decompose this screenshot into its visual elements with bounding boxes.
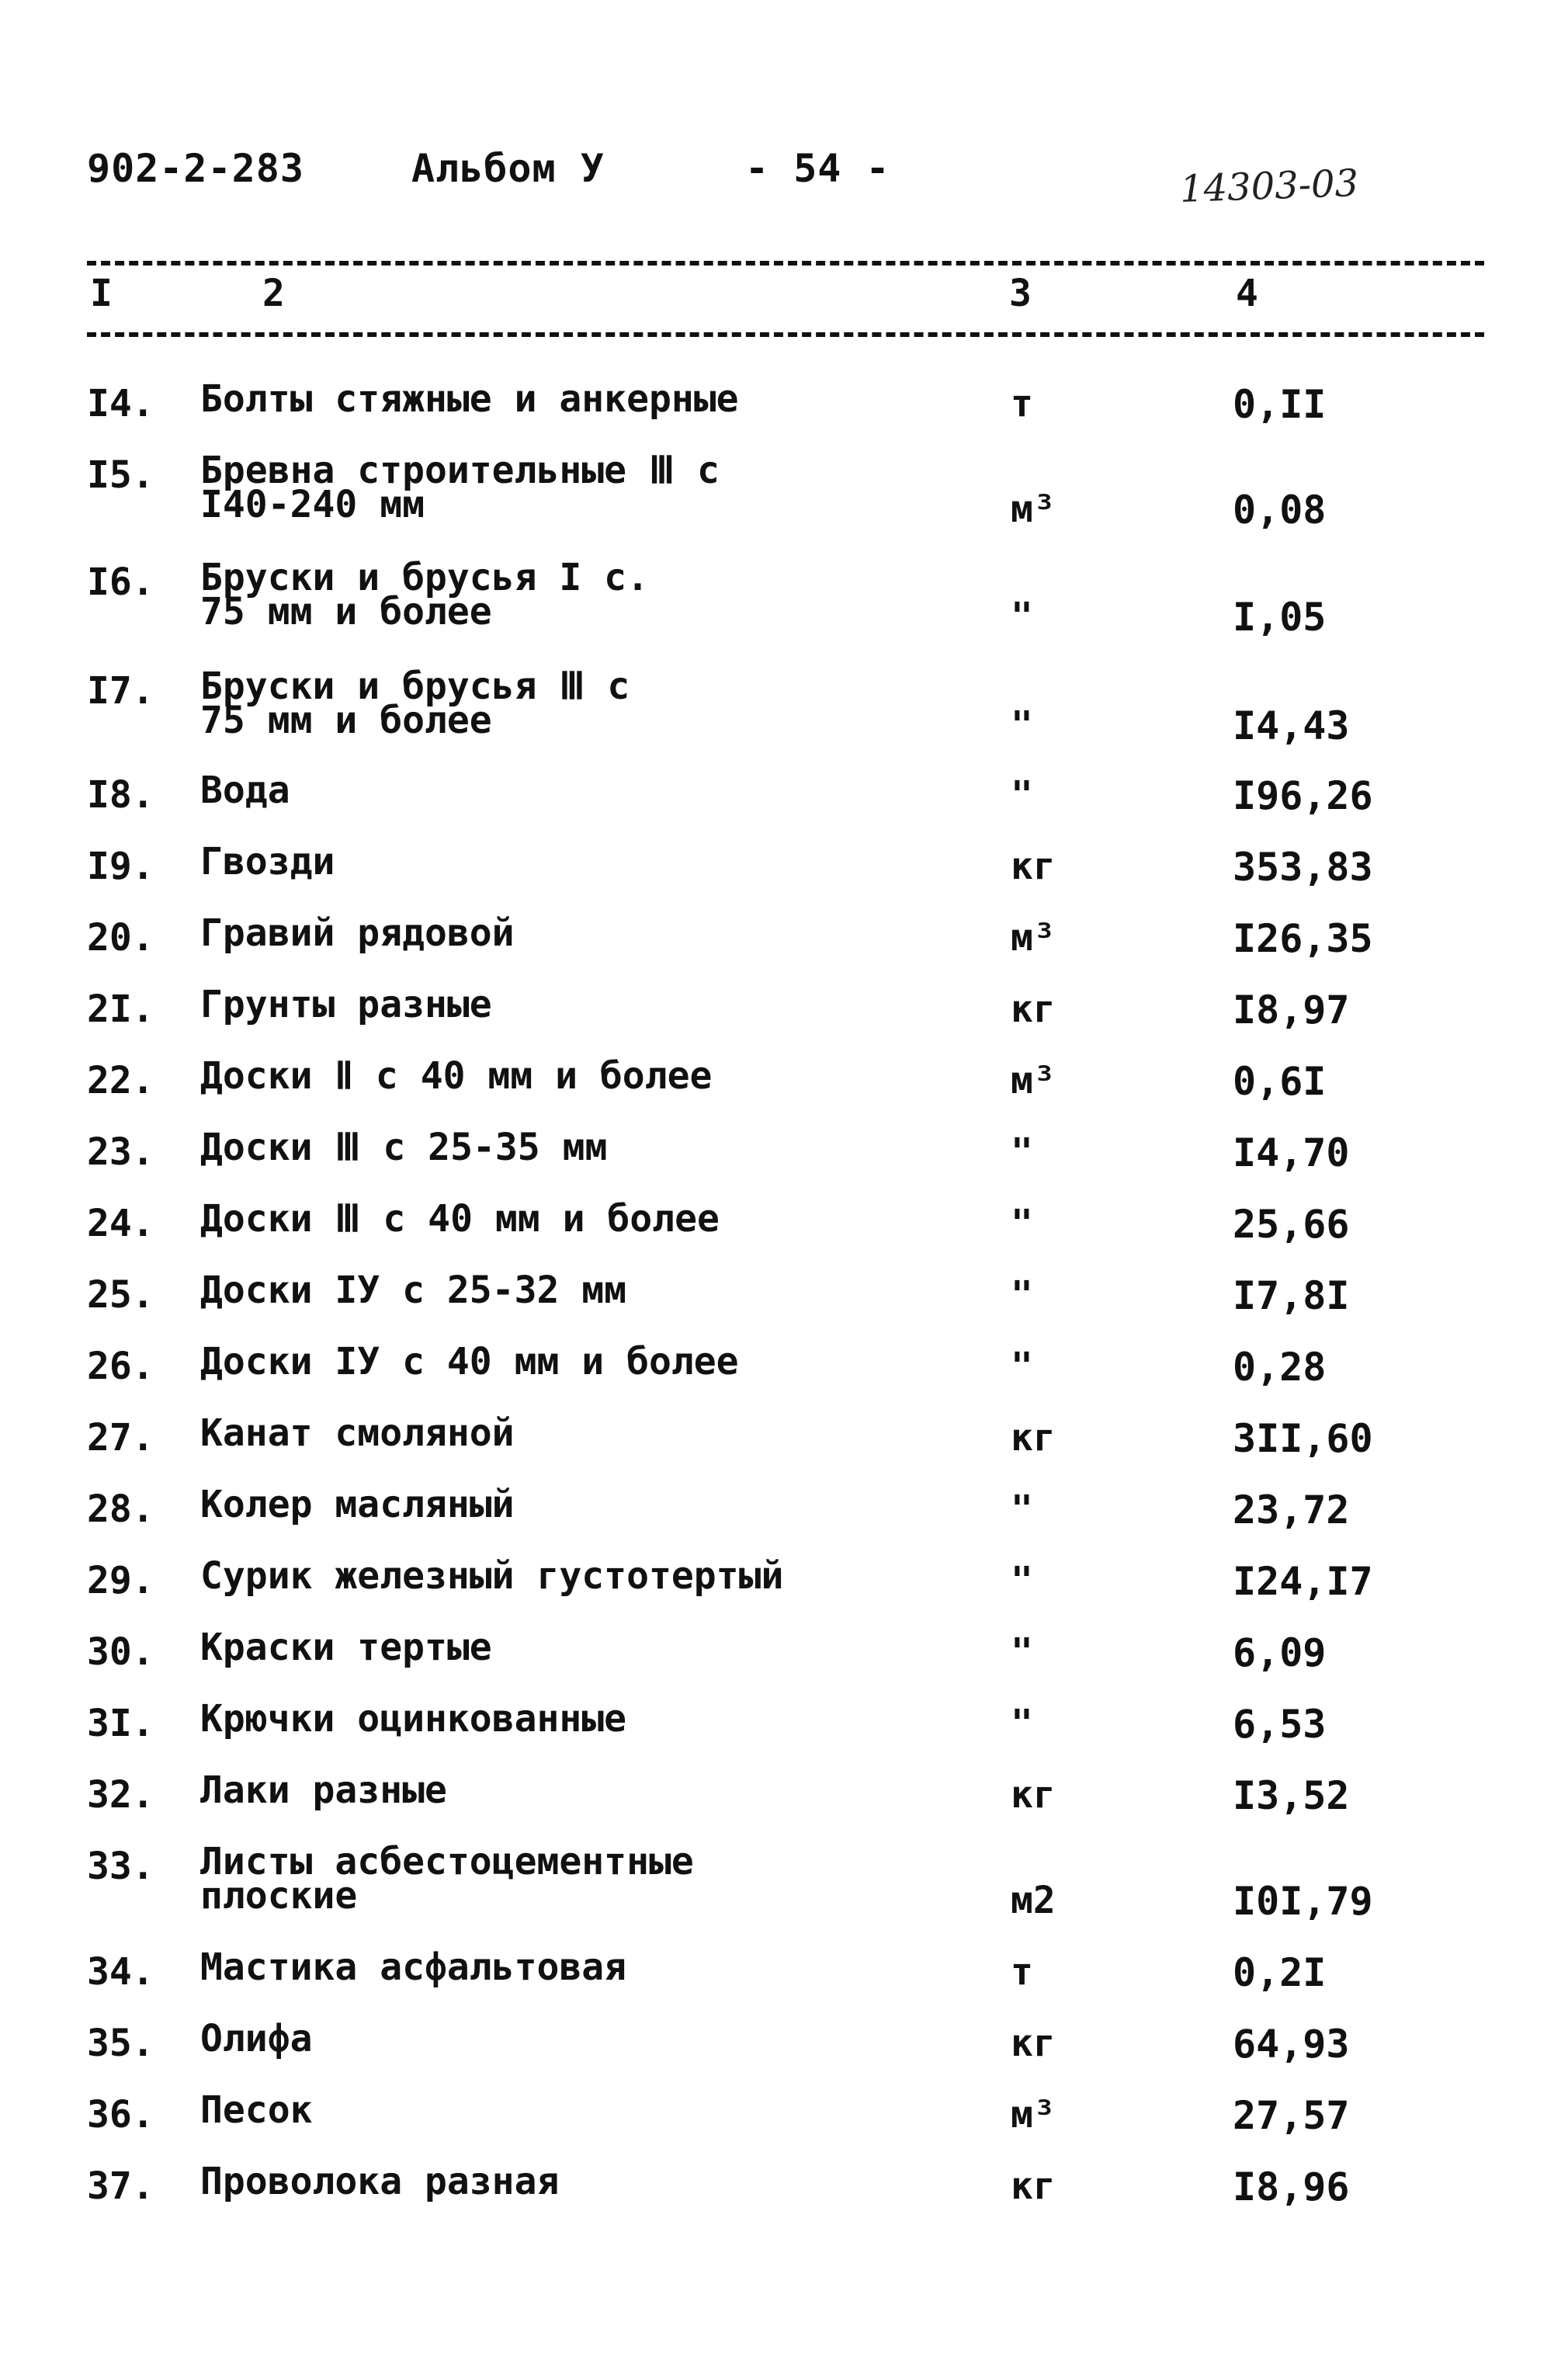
quantity: 0,6I	[1233, 1059, 1327, 1104]
material-name: Бруски и брусья Ⅲ с 75 мм и более	[200, 665, 630, 742]
unit: кг	[1011, 2022, 1056, 2065]
quantity: I7,8I	[1233, 1273, 1350, 1318]
row-number: 22.	[87, 1059, 154, 1102]
quantity: 0,II	[1233, 382, 1327, 427]
material-name: Доски Ⅲ с 25-35 мм	[200, 1126, 608, 1169]
material-name: Сурик железный густотертый	[200, 1554, 784, 1598]
material-name: Бревна строительные Ⅲ с I40-240 мм	[200, 449, 720, 526]
unit: "	[1011, 703, 1033, 747]
table-row	[0, 1483, 1568, 1557]
quantity: I24,I7	[1233, 1559, 1373, 1604]
row-number: 30.	[87, 1630, 154, 1674]
quantity: 3II,60	[1233, 1416, 1373, 1461]
unit: "	[1011, 1630, 1033, 1674]
table-row	[0, 1411, 1568, 1486]
table-row	[0, 2160, 1568, 2234]
table-row	[0, 1840, 1568, 1924]
table-row	[0, 911, 1568, 986]
column-header-2: 2	[262, 272, 285, 315]
unit: "	[1011, 1345, 1033, 1388]
table-row	[0, 556, 1568, 640]
row-number: 27.	[87, 1416, 154, 1460]
table-header-rule	[87, 332, 1484, 337]
table-top-rule	[87, 261, 1484, 266]
table-row	[0, 665, 1568, 748]
quantity: I8,96	[1233, 2164, 1350, 2209]
table-row	[0, 1626, 1568, 1700]
unit: кг	[1011, 845, 1056, 888]
material-name: Вода	[200, 769, 290, 812]
material-name: Песок	[200, 2088, 313, 2132]
unit: т	[1011, 382, 1033, 425]
document-code: 902-2-283	[87, 146, 304, 191]
row-number: 37.	[87, 2164, 154, 2208]
unit: кг	[1011, 1773, 1056, 1817]
row-number: 3I.	[87, 1702, 154, 1745]
row-number: I4.	[87, 382, 154, 425]
unit: "	[1011, 1202, 1033, 1245]
quantity: 0,2I	[1233, 1950, 1327, 1995]
quantity: I8,97	[1233, 988, 1350, 1033]
unit: м³	[1011, 916, 1056, 960]
table-row	[0, 1269, 1568, 1343]
material-name: Бруски и брусья I с. 75 мм и более	[200, 556, 649, 634]
quantity: 6,09	[1233, 1630, 1327, 1675]
unit: "	[1011, 1273, 1033, 1317]
material-name: Доски IУ с 40 мм и более	[200, 1340, 739, 1383]
quantity: I26,35	[1233, 916, 1373, 961]
table-row	[0, 1946, 1568, 2020]
material-name: Гравий рядовой	[200, 911, 515, 955]
table-row	[0, 2088, 1568, 2163]
unit: м³	[1011, 2093, 1056, 2137]
row-number: 36.	[87, 2093, 154, 2137]
quantity: I4,43	[1233, 703, 1350, 748]
table-row	[0, 983, 1568, 1057]
table-row	[0, 1769, 1568, 1843]
column-header-3: 3	[1009, 272, 1032, 315]
material-name: Грунты разные	[200, 983, 492, 1026]
material-name: Лаки разные	[200, 1769, 447, 1812]
quantity: 64,93	[1233, 2022, 1350, 2067]
row-number: 34.	[87, 1950, 154, 1994]
table-row	[0, 1340, 1568, 1415]
unit: "	[1011, 1559, 1033, 1602]
row-number: 32.	[87, 1773, 154, 1817]
material-name: Листы асбестоцементные плоские	[200, 1840, 694, 1918]
material-name: Канат смоляной	[200, 1411, 515, 1455]
quantity: 353,83	[1233, 845, 1373, 890]
row-number: 2I.	[87, 988, 154, 1031]
quantity: I0I,79	[1233, 1879, 1373, 1924]
column-header-4: 4	[1236, 272, 1258, 315]
row-number: I8.	[87, 773, 154, 817]
table-row	[0, 2017, 1568, 2091]
row-number: 26.	[87, 1345, 154, 1388]
handwritten-number: 14303-03	[1179, 161, 1359, 211]
table-row	[0, 1554, 1568, 1629]
quantity: 0,08	[1233, 488, 1327, 533]
material-name: Краски тертые	[200, 1626, 492, 1669]
unit: т	[1011, 1950, 1033, 1994]
table-row	[0, 1054, 1568, 1129]
row-number: 28.	[87, 1487, 154, 1531]
unit: м2	[1011, 1879, 1056, 1922]
unit: "	[1011, 1702, 1033, 1745]
unit: "	[1011, 773, 1033, 817]
material-name: Гвозди	[200, 840, 335, 883]
row-number: 25.	[87, 1273, 154, 1317]
column-header-1: I	[90, 272, 113, 315]
material-name: Олифа	[200, 2017, 313, 2060]
unit: "	[1011, 1130, 1033, 1174]
row-number: I9.	[87, 845, 154, 888]
material-name: Болты стяжные и анкерные	[200, 377, 739, 421]
quantity: 0,28	[1233, 1345, 1327, 1390]
material-name: Доски Ⅱ с 40 мм и более	[200, 1054, 713, 1098]
row-number: 35.	[87, 2022, 154, 2065]
unit: кг	[1011, 2164, 1056, 2208]
quantity: I4,70	[1233, 1130, 1350, 1175]
quantity: 6,53	[1233, 1702, 1327, 1747]
table-row	[0, 769, 1568, 843]
table-row	[0, 1126, 1568, 1200]
page-number: - 54 -	[745, 146, 890, 191]
quantity: 27,57	[1233, 2093, 1350, 2138]
quantity: I96,26	[1233, 773, 1373, 818]
unit: "	[1011, 595, 1033, 638]
unit: "	[1011, 1487, 1033, 1531]
row-number: 33.	[87, 1845, 154, 1888]
quantity: 23,72	[1233, 1487, 1350, 1533]
row-number: 20.	[87, 916, 154, 960]
table-row	[0, 377, 1568, 452]
material-name: Доски Ⅲ с 40 мм и более	[200, 1197, 720, 1241]
unit: кг	[1011, 988, 1056, 1031]
quantity: 25,66	[1233, 1202, 1350, 1247]
material-name: Колер масляный	[200, 1483, 515, 1526]
table-row	[0, 449, 1568, 533]
row-number: 24.	[87, 1202, 154, 1245]
row-number: 23.	[87, 1130, 154, 1174]
table-row	[0, 1197, 1568, 1272]
album-label: Альбом У	[411, 146, 605, 191]
material-name: Проволока разная	[200, 2160, 560, 2203]
table-row	[0, 1697, 1568, 1772]
unit: кг	[1011, 1416, 1056, 1460]
quantity: I3,52	[1233, 1773, 1350, 1818]
row-number: I5.	[87, 453, 154, 497]
unit: м³	[1011, 488, 1056, 531]
row-number: I7.	[87, 669, 154, 713]
material-name: Мастика асфальтовая	[200, 1946, 627, 1989]
row-number: I6.	[87, 561, 154, 604]
material-name: Доски IУ с 25-32 мм	[200, 1269, 627, 1312]
material-name: Крючки оцинкованные	[200, 1697, 627, 1741]
unit: м³	[1011, 1059, 1056, 1102]
table-row	[0, 840, 1568, 915]
quantity: I,05	[1233, 595, 1327, 640]
row-number: 29.	[87, 1559, 154, 1602]
